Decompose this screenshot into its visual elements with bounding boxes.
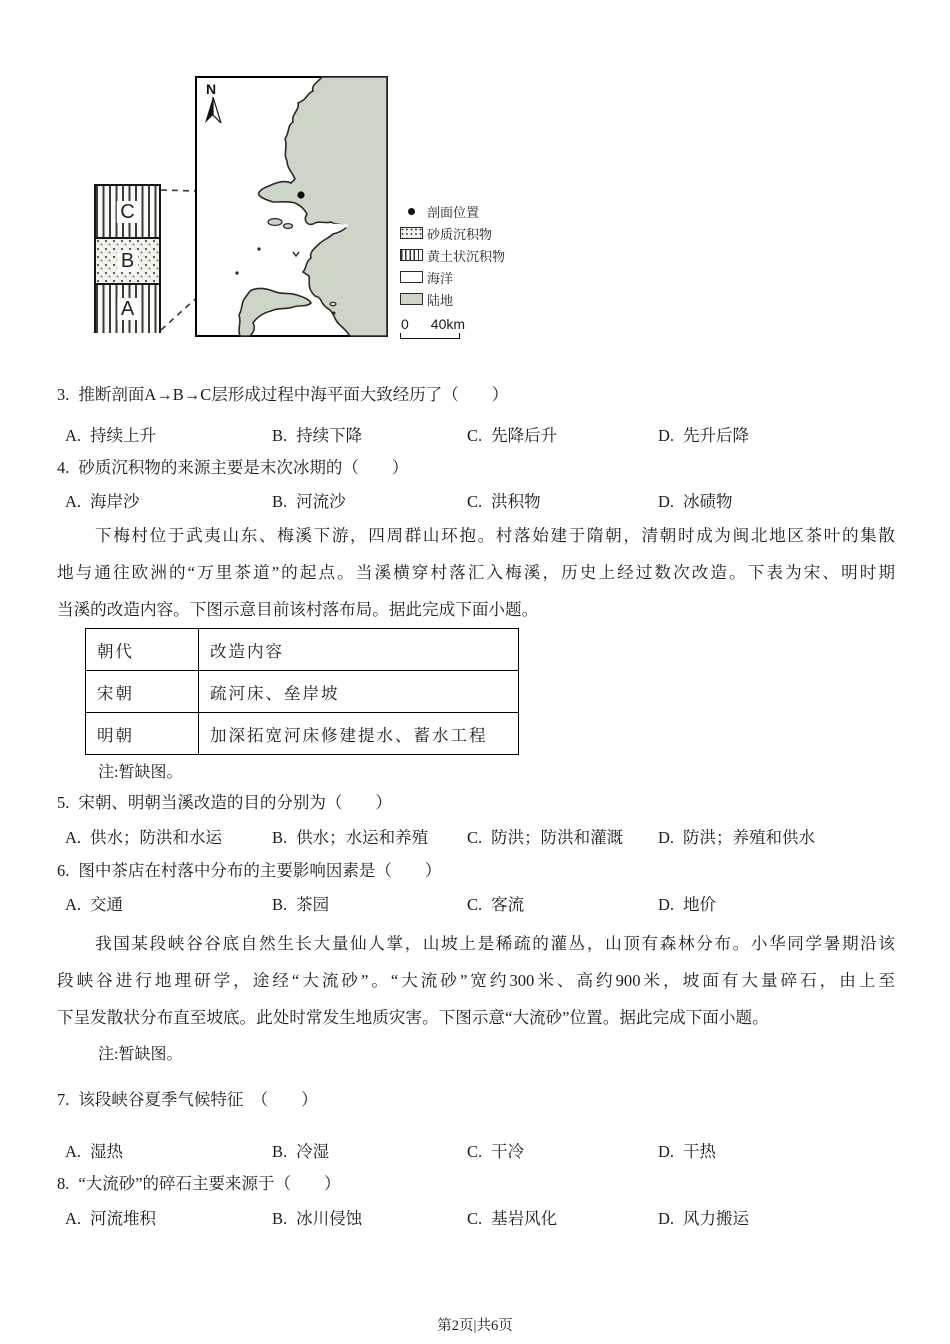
profile-map-figure: [88, 76, 518, 344]
option-c: C. 防洪；防洪和灌溉: [467, 828, 624, 847]
layer-a: [96, 285, 159, 333]
question-7-options: [65, 1140, 895, 1163]
islet-dot: [333, 312, 336, 315]
option-c: C. 干冷: [467, 1142, 525, 1161]
map-legend: [400, 200, 518, 339]
question-6-options: [65, 893, 895, 916]
layer-b-label: B: [117, 250, 138, 272]
modification-table: [85, 628, 519, 755]
passage-1-line-3: 当溪的改造内容。下图示意目前该村落布局。据此完成下面小题。: [57, 600, 539, 619]
legend-item-land: 陆地: [400, 288, 518, 310]
ocean-swatch: [400, 271, 423, 283]
option-c: C. 洪积物: [467, 492, 541, 511]
islet: [284, 224, 293, 229]
option-b: B. 河流沙: [272, 492, 346, 511]
question-3-options: [65, 424, 895, 447]
passage-2-line-2: 段峡谷进行地理研学，途经“大流砂”。“大流砂”宽约300米、高约900米，坡面有大量碎石，由上至: [57, 971, 895, 990]
question-5-stem: 5. 宋朝、明朝当溪改造的目的分别为（ ）: [57, 793, 392, 812]
option-a: A. 海岸沙: [65, 492, 140, 511]
table-header-row: [86, 629, 519, 671]
passage-2-line-3: 下呈发散状分布直至坡底。此处时常发生地质灾害。下图示意“大流砂”位置。据此完成下面小题。: [57, 1008, 769, 1027]
option-b: B. 茶园: [272, 895, 330, 914]
loess-pattern-swatch: [400, 249, 423, 261]
scale-zero: 0: [401, 316, 409, 332]
passage-1-line-2: 地与通往欧洲的“万里茶道”的起点。当溪横穿村落汇入梅溪，历史上经过数次改造。下表为宋、明时期: [57, 563, 895, 582]
layer-c: [96, 186, 159, 237]
question-4-options: [65, 490, 895, 513]
layer-b: [96, 237, 159, 285]
profile-location-dot: [297, 191, 304, 198]
legend-item-ocean: 海洋: [400, 266, 518, 288]
question-7-stem: 7. 该段峡谷夏季气候特征 （ ）: [57, 1090, 318, 1109]
islet: [268, 219, 282, 226]
option-a: A. 河流堆积: [65, 1209, 157, 1228]
option-d: D. 防洪；养殖和供水: [658, 828, 816, 847]
option-d: D. 干热: [658, 1142, 717, 1161]
north-label: N: [206, 81, 217, 97]
header-content: 改造内容: [199, 629, 519, 671]
option-a: A. 供水；防洪和水运: [65, 828, 223, 847]
question-6-stem: 6. 图中茶店在村落中分布的主要影响因素是（ ）: [57, 861, 442, 880]
question-8-stem: 8. “大流砂”的碎石主要来源于（ ）: [57, 1174, 341, 1193]
option-b: B. 冰川侵蚀: [272, 1209, 363, 1228]
option-b: B. 供水；水运和养殖: [272, 828, 429, 847]
page-number: 第2页|共6页: [437, 1318, 513, 1334]
scale-distance: 40km: [430, 316, 466, 332]
option-d: D. 地价: [658, 895, 717, 914]
coastal-map: [195, 76, 388, 337]
profile-dot-icon: [400, 205, 423, 217]
table-row: 宋朝 疏河床、垒岸坡: [86, 671, 519, 713]
table-row: 明朝 加深拓宽河床修建提水、蓄水工程: [86, 713, 519, 755]
legend-item-profile: 剖面位置: [400, 200, 518, 222]
legend-item-loess: 黄土状沉积物: [400, 244, 518, 266]
stratigraphic-column: [94, 184, 161, 333]
option-b: B. 冷湿: [272, 1142, 330, 1161]
question-4-stem: 4. 砂质沉积物的来源主要是末次冰期的（ ）: [57, 458, 409, 477]
islet: [330, 302, 336, 306]
missing-figure-note-1: 注:暂缺图。: [98, 764, 183, 781]
option-d: D. 先升后降: [658, 426, 750, 445]
option-d: D. 冰碛物: [658, 492, 733, 511]
scale-bar: [400, 316, 518, 339]
option-a: A. 湿热: [65, 1142, 124, 1161]
question-8-options: [65, 1207, 895, 1230]
option-a: A. 交通: [65, 895, 124, 914]
islet-dot: [257, 247, 260, 250]
passage-1-line-1: 下梅村位于武夷山东、梅溪下游，四周群山环抱。村落始建于隋朝，清朝时成为闽北地区茶叶的集散: [95, 526, 895, 545]
passage-2-line-1: 我国某段峡谷谷底自然生长大量仙人掌，山坡上是稀疏的灌丛，山顶有森林分布。小华同学暑期沿该: [95, 934, 895, 953]
option-d: D. 风力搬运: [658, 1209, 750, 1228]
header-dynasty: 朝代: [86, 629, 199, 671]
legend-item-sand: 砂质沉积物: [400, 222, 518, 244]
question-5-options: [65, 826, 895, 849]
missing-figure-note-2: 注:暂缺图。: [98, 1046, 183, 1063]
option-a: A. 持续上升: [65, 426, 157, 445]
land-swatch: [400, 293, 423, 305]
layer-c-label: C: [116, 201, 138, 223]
sand-pattern-swatch: [400, 227, 423, 239]
scale-bracket: [400, 333, 460, 339]
question-3-stem: 3. 推断剖面A→B→C层形成过程中海平面大致经历了（ ）: [57, 385, 509, 404]
layer-a-label: A: [117, 298, 138, 320]
option-b: B. 持续下降: [272, 426, 363, 445]
option-c: C. 基岩风化: [467, 1209, 558, 1228]
option-c: C. 先降后升: [467, 426, 558, 445]
islet-dot: [235, 271, 238, 274]
option-c: C. 客流: [467, 895, 525, 914]
